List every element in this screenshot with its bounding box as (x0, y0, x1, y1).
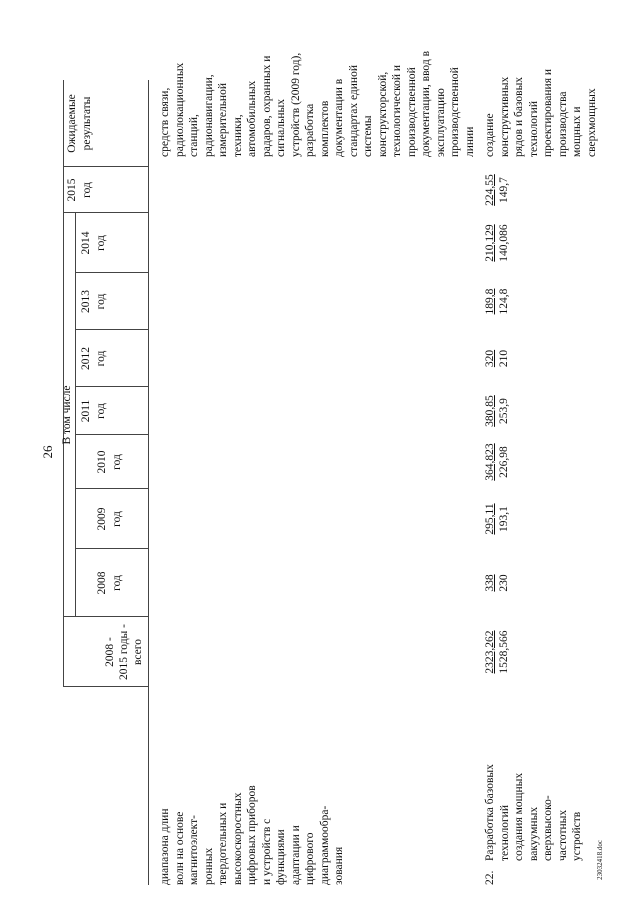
continued-result-line: сигнальных (275, 99, 287, 157)
continued-result-line: системы (362, 115, 374, 157)
header-including: В том числе (61, 385, 73, 445)
continued-name-line: волн на основе (173, 811, 186, 885)
footer-filename: 23032418.doc (596, 840, 604, 880)
header-results-line2: результаты (81, 96, 93, 151)
row22-2008-bottom: 230 (498, 574, 510, 592)
header-unit-2008: год (111, 575, 123, 591)
row22-2012-top: 320 (484, 349, 496, 368)
row22-number: 22. (484, 870, 496, 885)
row22-2014-top: 210,129 (484, 224, 496, 262)
row22-2013-top: 189,8 (484, 288, 496, 315)
continued-result-line: станций, (188, 114, 200, 157)
continued-result-line: автомобильных (246, 80, 258, 157)
header-unit-2015: год (81, 182, 93, 198)
header-bottom-line (148, 80, 149, 885)
continued-result-line: производственной (405, 67, 418, 157)
row22-result-line: конструктивных (498, 76, 511, 157)
continued-result-line: линии (463, 126, 476, 157)
continued-result-line: комплектов (318, 100, 331, 157)
row22-2014-bottom: 140,086 (498, 224, 510, 262)
continued-result-line: разработка (304, 103, 316, 157)
page-number: 26 (40, 445, 55, 459)
row22-total-top: 2323,262 (484, 630, 496, 674)
header-results-line1: Ожидаемые (66, 94, 78, 153)
continued-result-line: радиолокационных (173, 62, 186, 157)
row22-name-line: технологий (498, 805, 511, 861)
row22-name-line: частотных (556, 809, 569, 861)
continued-name-line: магнитоэлект- (188, 815, 200, 885)
continued-name-line: цифрового (304, 832, 316, 885)
continued-name-line: функциями (275, 829, 287, 885)
header-unit-2011: год (95, 403, 107, 419)
continued-name-line: диапазона длин (159, 808, 171, 885)
continued-result-line: документации, ввод в (420, 51, 432, 157)
continued-results-cell (158, 17, 477, 157)
header-total-line1: 2008 - (104, 637, 116, 667)
continued-result-line: радионавигации, (202, 74, 215, 157)
continued-result-line: технологической и (391, 64, 403, 157)
header-year-2008: 2008 (96, 571, 108, 595)
row22-result-line: мощных и (571, 106, 583, 157)
continued-result-line: производственной (449, 67, 461, 157)
rotated-table (55, 20, 615, 885)
row22-name-line: Разработка базовых (484, 764, 496, 861)
header-unit-2013: год (95, 293, 107, 310)
continued-name-line: и устройств с (260, 818, 273, 885)
row22-2008-top: 338 (484, 574, 496, 592)
row22-result-line: создание (484, 113, 496, 157)
header-year-2012: 2012 (80, 347, 92, 370)
header-year-2009: 2009 (96, 507, 108, 531)
continued-name-line: адаптации и (289, 825, 302, 885)
header-year-2014: 2014 (80, 231, 92, 255)
header-year-2013: 2013 (80, 290, 92, 313)
header-unit-2010: год (111, 454, 123, 470)
header-total-line2: 2015 годы - (118, 624, 130, 681)
header-unit-2014: год (95, 235, 107, 251)
continued-result-line: конструкторской, (376, 71, 389, 157)
row22-2013-bottom: 124,8 (498, 288, 510, 315)
continued-result-line: эксплуатацию (434, 88, 447, 157)
row22-2015-bottom: 149,7 (498, 177, 510, 203)
continued-name-cell (158, 687, 347, 885)
row22-2011-bottom: 253,9 (498, 398, 510, 424)
continued-result-line: стандартах единой (347, 65, 360, 157)
row22-2010-top: 364,823 (484, 443, 496, 481)
header-year-2011: 2011 (80, 399, 92, 423)
continued-name-line: твердотельных и (217, 802, 229, 885)
row22-2011-top: 380,85 (484, 395, 496, 427)
header-year-2010: 2010 (96, 450, 108, 474)
including-line (75, 213, 76, 617)
row22-total-bottom: 1528,566 (498, 630, 510, 674)
continued-result-line: устройств (2009 год), (289, 52, 302, 157)
row22-name-line: устройств (571, 811, 583, 861)
row22-name-line: вакуумных (527, 806, 540, 861)
row22-name-line: сверхвысоко- (542, 795, 554, 861)
row22-result-line: технологий (527, 101, 540, 157)
header-unit-2012: год (95, 350, 107, 367)
row22-results-cell (483, 27, 599, 157)
continued-name-line: высокоскоростных (231, 792, 244, 885)
row22-result-line: проектирования и (542, 68, 554, 157)
row22-result-line: рядов и базовых (513, 76, 525, 157)
continued-name-line: диаграммообра- (318, 805, 331, 885)
row22-2010-bottom: 226,98 (498, 446, 510, 478)
row22-name-cell (483, 687, 585, 861)
continued-result-line: измерительной (217, 83, 229, 157)
continued-result-line: радаров, охранных и (260, 55, 273, 157)
row22-2009-bottom: 193,1 (498, 506, 510, 532)
row22-2012-bottom: 210 (498, 349, 510, 368)
continued-name-line: цифровых приборов (246, 785, 258, 885)
row22-result-line: сверхмощных (585, 88, 598, 157)
row22-2015-top: 224,55 (484, 174, 496, 206)
header-total-line3: всего (132, 639, 144, 665)
header-unit-2009: год (111, 511, 123, 527)
row22-2009-top: 295,11 (484, 503, 496, 535)
row22-result-line: производства (556, 91, 569, 157)
row22-name-line: создания мощных (513, 772, 525, 861)
continued-result-line: документации в (333, 78, 345, 157)
continued-name-line: зования (333, 846, 345, 885)
continued-name-line: ронных (202, 847, 215, 885)
header-year-2015: 2015 (66, 178, 78, 202)
continued-result-line: техники, (231, 114, 244, 157)
continued-result-line: средств связи, (159, 87, 171, 157)
